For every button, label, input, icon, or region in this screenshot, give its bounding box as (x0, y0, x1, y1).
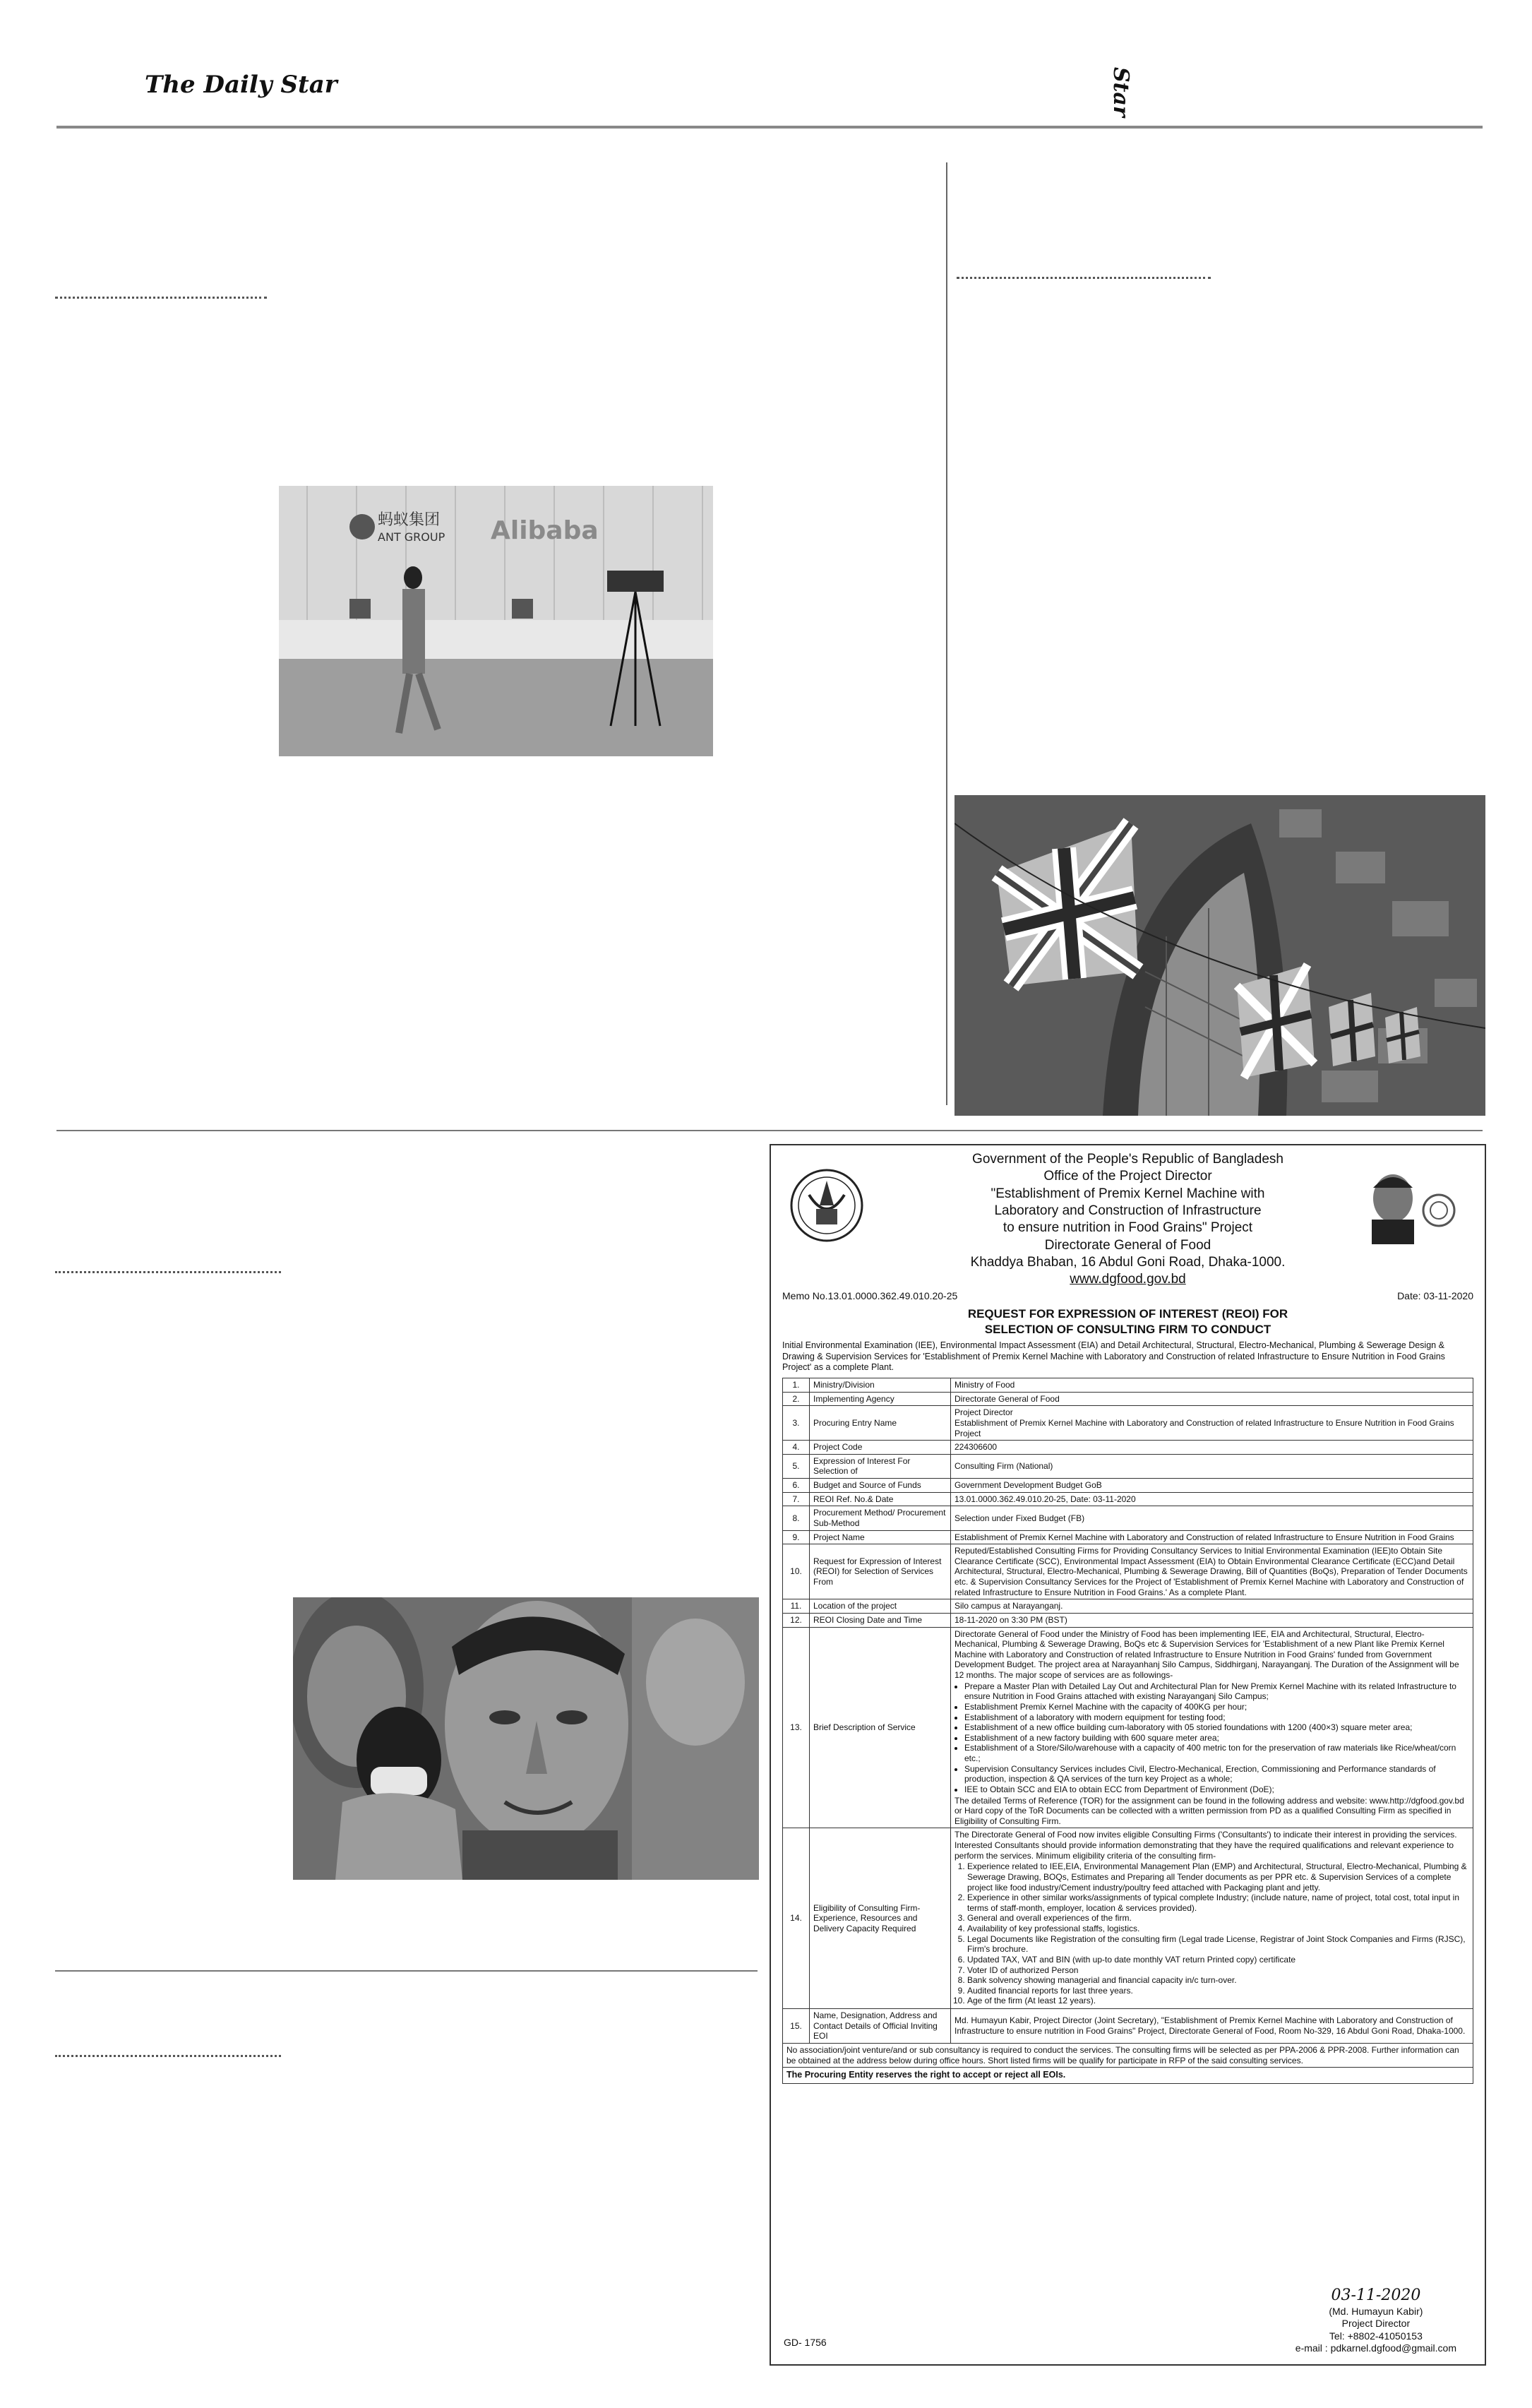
table-row (783, 1492, 1473, 1506)
table-row (783, 1544, 1473, 1599)
row-label: Expression of Interest For Selection of (810, 1454, 951, 1478)
signature-block (1295, 2286, 1456, 2355)
row-label: Name, Designation, Address and Contact Details of Official Inviting EOI (810, 2009, 951, 2044)
row-label: Brief Description of Service (810, 1627, 951, 1828)
list-item: 9. Audited financial reports for last three years. (967, 1986, 1469, 1996)
row-number: 11. (783, 1599, 810, 1614)
handwritten-signature: 03-11-2020 (1331, 2287, 1421, 2304)
reoi-intro: Initial Environmental Examination (IEE), Environmental Impact Assessment (EIA) and Detail Architectural, Structural, Electro-Mechanical, Plumbing & Sewerage Design & Drawing & Supervision Services for 'Establishment of Premix Kernel Machine with Laboratory and Construction of related Infrastructure to Ensure Nutrition in Food Grains Project' as a complete Plant. (782, 1340, 1445, 1373)
eligibility-list (967, 1861, 1469, 2006)
header-line: Directorate General of Food (1044, 1237, 1211, 1253)
memo-row (782, 1290, 1473, 1303)
header-line: "Establishment of Premix Kernel Machine with (991, 1186, 1265, 1201)
masthead-right: Star (1108, 67, 1133, 117)
dgfood-logo-icon (788, 1167, 866, 1244)
row-number: 7. (783, 1492, 810, 1506)
table-row (783, 2009, 1473, 2044)
table-row (783, 1479, 1473, 1493)
list-item: • IEE to Obtain SCC and EIA to obtain ECC from Department of Environment (DoE); (964, 1784, 1469, 1795)
signer-designation: Project Director (1341, 2318, 1411, 2329)
header-line: Laboratory and Construction of Infrastructure (994, 1203, 1262, 1218)
list-item: 8. Bank solvency showing managerial and financial capacity in/c turn-over. (967, 1975, 1469, 1986)
reserve-rights: The Procuring Entity reserves the right to accept or reject all EOIs. (782, 2068, 1473, 2084)
row-number: 3. (783, 1406, 810, 1441)
row-value (951, 1627, 1473, 1828)
list-item: • Supervision Consultancy Services includes Civil, Electro-Mechanical, Erection, Commissioning and Performance standards of production, inspection & QA services of the turn key Project as a whole; (964, 1764, 1469, 1784)
list-item: 5. Legal Documents like Registration of the consulting firm (Legal trade License, Registrar of Joint Stock Companies and Firms (RJSC), Firm's brochure. (967, 1934, 1469, 1955)
row-value: Silo campus at Narayanganj. (951, 1599, 1473, 1614)
row-value (951, 1828, 1473, 2009)
list-item: 6. Updated TAX, VAT and BIN (with up-to date monthly VAT return Printed copy) certificate (967, 1955, 1469, 1965)
list-item: • Prepare a Master Plan with Detailed Lay Out and Architectural Plan for New Premix Kernel Machine with its related Infrastructure to ensure Nutrition in Food Grains attached with existing Narayanganj Silo Campus; (964, 1681, 1469, 1702)
headline-rule (55, 2055, 281, 2057)
row-value: 13.01.0000.362.49.010.20-25, Date: 03-11-2020 (951, 1492, 1473, 1506)
sign-chinese: 蚂蚁集团 (378, 511, 441, 529)
list-item: • Establishment of a new office building cum-laboratory with 05 storied foundations with 1200 (400×3) square meter area; (964, 1722, 1469, 1733)
list-item: 4. Availability of key professional staffs, logistics. (967, 1924, 1469, 1934)
row-number: 4. (783, 1441, 810, 1455)
row-label: Ministry/Division (810, 1378, 951, 1393)
row-label: Procuring Entry Name (810, 1406, 951, 1441)
row-label: Procurement Method/ Procurement Sub-Method (810, 1506, 951, 1530)
row-value: Directorate General of Food (951, 1392, 1473, 1406)
table-row (783, 1392, 1473, 1406)
row-value: Government Development Budget GoB (951, 1479, 1473, 1493)
signer-name: (Md. Humayun Kabir) (1329, 2305, 1423, 2317)
row-value: Establishment of Premix Kernel Machine with Laboratory and Construction of related Infrastructure to Ensure Nutrition in Food Grains (951, 1530, 1473, 1544)
row-label: Request for Expression of Interest (REOI) for Selection of Services From (810, 1544, 951, 1599)
eligibility-intro: The Directorate General of Food now invites eligible Consulting Firms ('Consultants') to indicate their interest in providing the services. Interested Consultants should provide information demonstrating that they have the required qualifications and relevant experience to perform the services. Minimum eligibility criteria of the consulting firm- (954, 1830, 1457, 1861)
row-number: 5. (783, 1454, 810, 1478)
list-item: 1. Experience related to IEE,EIA, Environmental Management Plan (EMP) and Architectural, Structural, Electro-Mechanical, Plumbing & Sewerage Drawing, BOQs, Estimates and Preparing all Tender documents as per PPR etc. & Supervision Services of a complete project like food industry/Cement industry/poultry feed attached with Packaging plant and jetty. (967, 1861, 1469, 1893)
title-line: SELECTION OF CONSULTING FIRM TO CONDUCT (984, 1323, 1271, 1337)
headline-rule (55, 1271, 281, 1273)
signer-tel: Tel: +8802-41050153 (1329, 2330, 1423, 2342)
memo-date: Date: 03-11-2020 (1397, 1289, 1473, 1301)
row-value: 18-11-2020 on 3:30 PM (BST) (951, 1613, 1473, 1627)
service-intro: Directorate General of Food under the Ministry of Food has been implementing IEE, EIA and Architectural, Structural, Electro-Mechanical, Plumbing & Sewerage Drawing, BoQs etc & Supervision Services for 'Establishment of a new Plant like Premix Kernel Machine with Laboratory and Construction of related Infrastructure to Ensure Nutrition in Food Grains' funded from Government Development Budget. The project area at Narayanhanj Silo Campus, Siddhirganj, Narayanganj. The Duration of the Assignment will be 12 months. The major scope of services are as followings- (954, 1628, 1459, 1681)
table-row (783, 1599, 1473, 1614)
photo-union-jack-bunting (954, 795, 1485, 1116)
table-row (783, 1627, 1473, 1828)
list-item: 3. General and overall experiences of the firm. (967, 1913, 1469, 1924)
list-item: 10. Age of the firm (At least 12 years). (967, 1996, 1469, 2006)
row-label: Implementing Agency (810, 1392, 951, 1406)
row-value: 224306600 (951, 1441, 1473, 1455)
table-row (783, 1506, 1473, 1530)
mujib-centenary-logo-icon (1358, 1167, 1464, 1244)
gd-number: GD- 1756 (784, 2336, 827, 2348)
title-line: REQUEST FOR EXPRESSION OF INTEREST (REOI) FOR (967, 1307, 1288, 1321)
row-number: 9. (783, 1530, 810, 1544)
list-item: 2. Experience in other similar works/assignments of typical complete Industry; (include nature, name of project, total cost, total input in terms of staff-month, employer, location & services provided). (967, 1893, 1469, 1913)
row-label: Project Code (810, 1441, 951, 1455)
list-item: • Establishment Premix Kernel Machine with the capacity of 400KG per hour; (964, 1702, 1469, 1712)
row-label: Budget and Source of Funds (810, 1479, 951, 1493)
list-item: • Establishment of a laboratory with modern equipment for testing food; (964, 1712, 1469, 1723)
website-link[interactable]: www.dgfood.gov.bd (1070, 1272, 1186, 1287)
photo-ant-group-lobby (279, 486, 713, 756)
table-row (783, 1613, 1473, 1627)
headline-rule (957, 277, 1211, 279)
row-number: 15. (783, 2009, 810, 2044)
row-number: 14. (783, 1828, 810, 2009)
row-number: 13. (783, 1627, 810, 1828)
top-rule (56, 126, 1483, 129)
reoi-table (782, 1378, 1473, 2044)
row-value: Project Director Establishment of Premix Kernel Machine with Laboratory and Construction of related Infrastructure to Ensure Nutrition in Food Grains Project (951, 1406, 1473, 1441)
row-number: 12. (783, 1613, 810, 1627)
row-value: Reputed/Established Consulting Firms for Providing Consultancy Services to Initial Environmental Examination (IEE)to Obtain Site Clearance Certificate (SCC), Environmental Impact Assessment (EIA) to Obtain Environmental Clearance Certificate (ECC)and Detail Architectural, Structural, Electro-Mechanical, Plumbing & Sewerage Drawing, Bill of Quantities (BoQs), Preparation of Tender Documents etc. & Supervision Consultancy Services for the Project of 'Establishment of Premix Kernel Machine with Laboratory and Construction of related Infrastructure to Ensure Nutrition in Food Grains.' As a complete Plant. (951, 1544, 1473, 1599)
header-line: Government of the People's Republic of Bangladesh (972, 1152, 1283, 1167)
table-row (783, 1441, 1473, 1455)
column-divider (946, 162, 947, 1105)
section-rule (55, 1970, 758, 1972)
reoi-title (782, 1306, 1473, 1337)
header-line: Office of the Project Director (1043, 1169, 1212, 1184)
row-label: Eligibility of Consulting Firm-Experience, Resources and Delivery Capacity Required (810, 1828, 951, 2009)
row-value: Ministry of Food (951, 1378, 1473, 1393)
list-item: • Establishment of a new factory building with 600 square meter area; (964, 1733, 1469, 1744)
row-number: 10. (783, 1544, 810, 1599)
sign-ant-group: ANT GROUP (378, 530, 445, 544)
list-item: 7. Voter ID of authorized Person (967, 1965, 1469, 1976)
row-number: 8. (783, 1506, 810, 1530)
row-value: Consulting Firm (National) (951, 1454, 1473, 1478)
table-row (783, 1530, 1473, 1544)
service-list (964, 1681, 1469, 1795)
footnote: No association/joint venture/and or sub consultancy is required to conduct the services. The consulting firms will be selected as per PPA-2006 & PPR-2008. Further information can be obtained at the address below during office hours. Short listed firms will be qualify for participate in RFP of the said consulting services. (782, 2044, 1473, 2068)
table-row (783, 1406, 1473, 1441)
row-label: Location of the project (810, 1599, 951, 1614)
table-row (783, 1378, 1473, 1393)
headline-rule (55, 297, 267, 299)
header-line: Khaddya Bhaban, 16 Abdul Goni Road, Dhaka-1000. (970, 1254, 1286, 1270)
row-number: 1. (783, 1378, 810, 1393)
reoi-advertisement (770, 1144, 1486, 2366)
row-number: 6. (783, 1479, 810, 1493)
row-value: Md. Humayun Kabir, Project Director (Joint Secretary), "Establishment of Premix Kernel Machine with Laboratory and Construction of Infrastructure to ensure nutrition in Food Grains" Project, Directorate General of Food, Room No-329, 16 Abdul Goni Road, Dhaka-1000. (951, 2009, 1473, 2044)
row-value: Selection under Fixed Budget (FB) (951, 1506, 1473, 1530)
table-row (783, 1454, 1473, 1478)
sign-alibaba: Alibaba (491, 516, 599, 545)
signer-email[interactable]: e-mail : pdkarnel.dgfood@gmail.com (1295, 2342, 1456, 2354)
header-line: to ensure nutrition in Food Grains" Project (1003, 1220, 1253, 1236)
memo-number: Memo No.13.01.0000.362.49.010.20-25 (782, 1289, 958, 1301)
mid-rule (56, 1130, 1483, 1131)
row-label: REOI Closing Date and Time (810, 1613, 951, 1627)
list-item: • Establishment of a Store/Silo/warehouse with a capacity of 400 metric ton for the preservation of raw materials like Rice/wheat/corn etc.; (964, 1743, 1469, 1763)
row-number: 2. (783, 1392, 810, 1406)
row-label: REOI Ref. No.& Date (810, 1492, 951, 1506)
photo-mural-masked-woman (293, 1597, 759, 1880)
table-row (783, 1828, 1473, 2009)
service-outro: The detailed Terms of Reference (TOR) for the assignment can be found in the following address and website: www.http://dgfood.gov.bd or Hard copy of the ToR Documents can be collected with a written permission from PD as a qualified Consulting Firm as specified in Eligibility of Consulting Firm. (954, 1795, 1464, 1826)
row-label: Project Name (810, 1530, 951, 1544)
masthead-left: The Daily Star (145, 71, 337, 99)
